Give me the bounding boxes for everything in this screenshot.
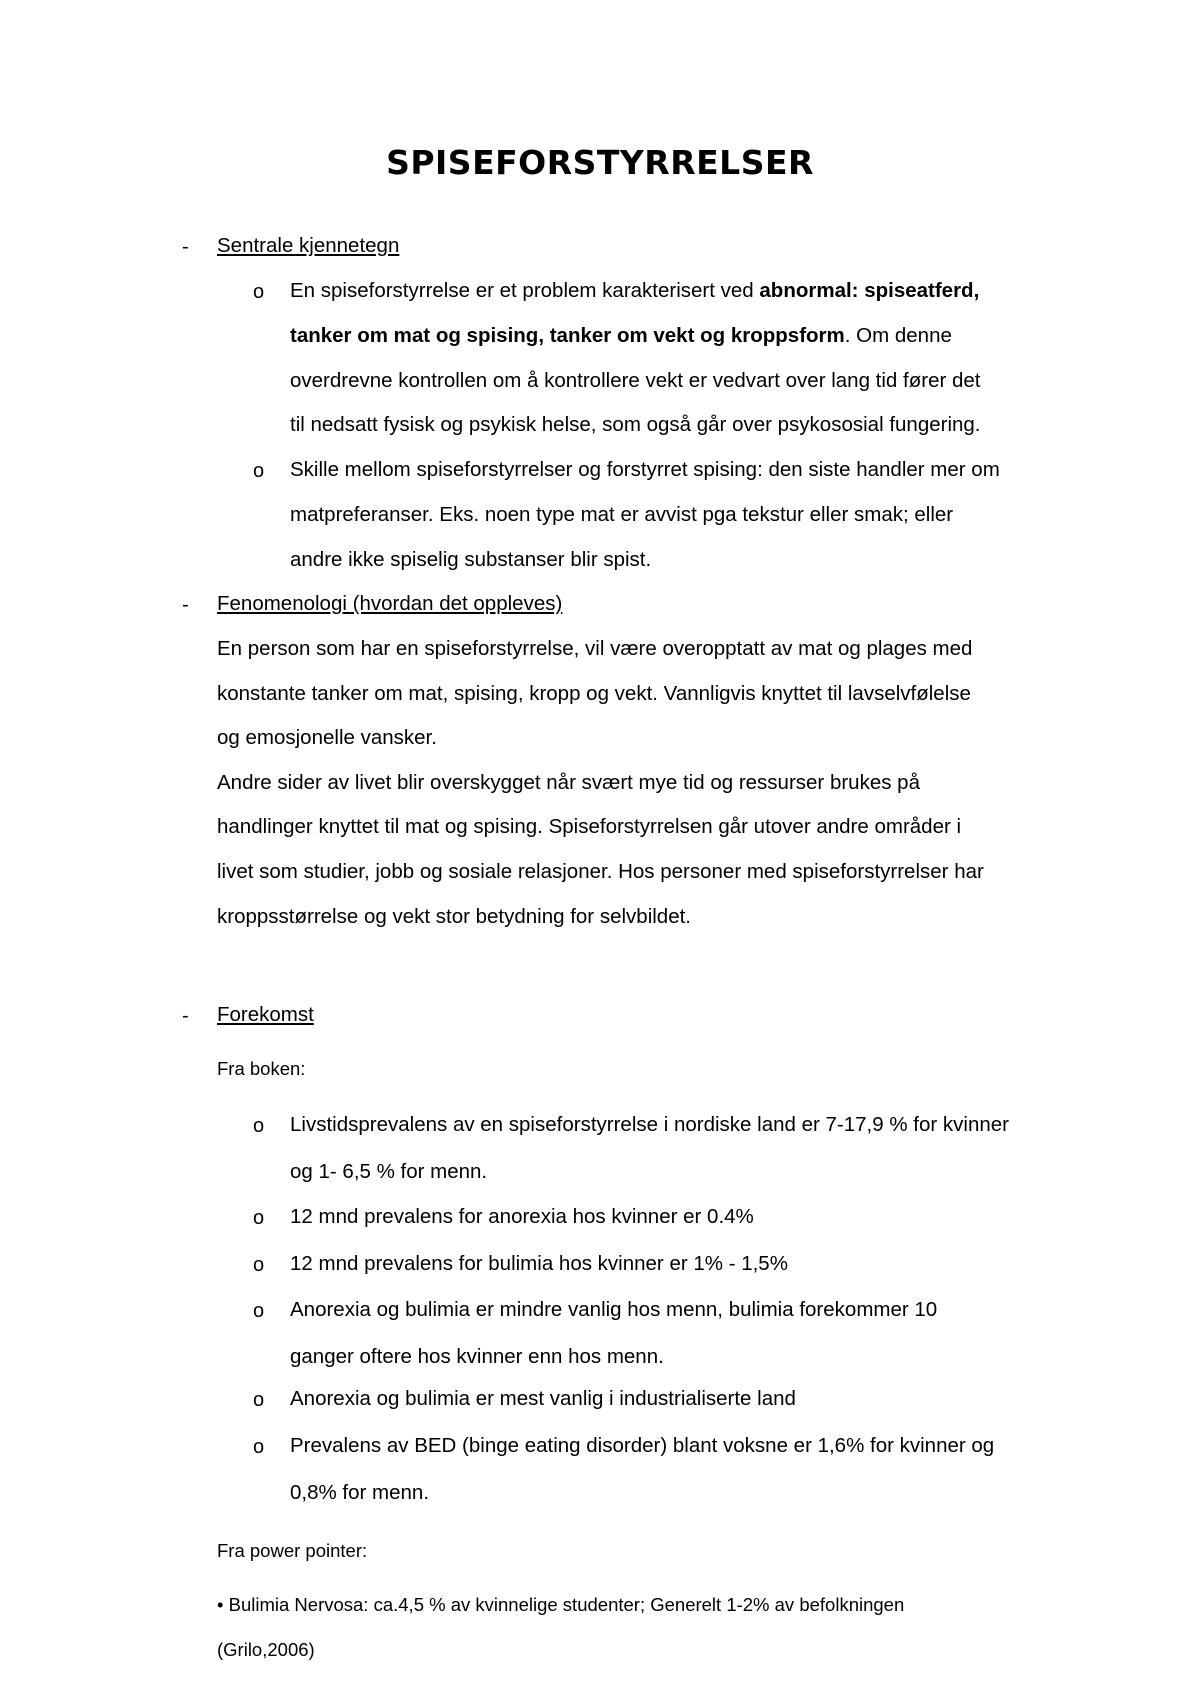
paragraph-line: livet som studier, jobb og sosiale relasjoner. Hos personer med spiseforstyrrelser har [217, 860, 984, 883]
paragraph-line: matpreferanser. Eks. noen type mat er avvist pga tekstur eller smak; eller [290, 503, 954, 526]
paragraph-line: handlinger knyttet til mat og spising. Spiseforstyrrelsen går utover andre områder i [217, 815, 962, 838]
dot-bullet: • [217, 1594, 224, 1615]
paragraph-line: andre ikke spiselig substanser blir spist. [290, 548, 652, 571]
circle-bullet: o [253, 1436, 265, 1458]
dash-bullet: - [182, 236, 189, 258]
ppt-line: (Grilo,2006) [217, 1639, 315, 1660]
dash-bullet: - [182, 1005, 189, 1027]
source-label-power: Fra power pointer: [217, 1540, 368, 1561]
section-heading-fenomenologi: Fenomenologi (hvordan det oppleves) [217, 592, 563, 615]
list-item-line: 12 mnd prevalens for bulimia hos kvinner er 1% - 1,5% [290, 1252, 788, 1275]
circle-bullet: o [253, 1389, 265, 1411]
list-item-line: Anorexia og bulimia er mest vanlig i industrialiserte land [290, 1387, 796, 1410]
paragraph-line: til nedsatt fysisk og psykisk helse, som også går over psykososial fungering. [290, 413, 981, 436]
circle-bullet: o [253, 1207, 265, 1229]
paragraph-line: kroppsstørrelse og vekt stor betydning for selvbildet. [217, 905, 691, 928]
circle-bullet: o [253, 1254, 265, 1276]
ppt-line: • Bulimia Nervosa: ca.4,5 % av kvinnelige studenter; Generelt 1-2% av befolkningen [217, 1594, 905, 1615]
circle-bullet: o [253, 281, 265, 303]
paragraph-line: overdrevne kontrollen om å kontrollere vekt er vedvart over lang tid fører det [290, 369, 981, 392]
paragraph-line: Skille mellom spiseforstyrrelser og forstyrret spising: den siste handler mer om [290, 458, 1000, 481]
paragraph-line: konstante tanker om mat, spising, kropp og vekt. Vannligvis knyttet til lavselvfølelse [217, 682, 971, 705]
list-item-line: Anorexia og bulimia er mindre vanlig hos menn, bulimia forekommer 10 [290, 1298, 938, 1321]
list-item-line: og 1- 6,5 % for menn. [290, 1160, 488, 1183]
list-item-line: 12 mnd prevalens for anorexia hos kvinner er 0.4% [290, 1205, 754, 1228]
list-item-line: Prevalens av BED (binge eating disorder) blant voksne er 1,6% for kvinner og [290, 1434, 995, 1457]
paragraph-line: tanker om mat og spising, tanker om vekt og kroppsform. Om denne [290, 324, 952, 347]
circle-bullet: o [253, 1115, 265, 1137]
circle-bullet: o [253, 1300, 265, 1322]
circle-bullet: o [253, 460, 265, 482]
list-item-line: 0,8% for menn. [290, 1481, 430, 1504]
section-heading-sentrale: Sentrale kjennetegn [217, 234, 400, 257]
source-label-boken: Fra boken: [217, 1058, 306, 1079]
paragraph-line: og emosjonelle vansker. [217, 726, 437, 749]
paragraph-line: En spiseforstyrrelse er et problem karakterisert ved abnormal: spiseatferd, [290, 279, 980, 302]
page-title: SPISEFORSTYRRELSER [386, 143, 814, 182]
paragraph-line: Andre sider av livet blir overskygget når svært mye tid og ressurser brukes på [217, 771, 920, 794]
section-heading-forekomst: Forekomst [217, 1003, 314, 1026]
list-item-line: Livstidsprevalens av en spiseforstyrrelse i nordiske land er 7-17,9 % for kvinner [290, 1113, 1009, 1136]
dash-bullet: - [182, 594, 189, 616]
paragraph-line: En person som har en spiseforstyrrelse, vil være overopptatt av mat og plages med [217, 637, 973, 660]
list-item-line: ganger oftere hos kvinner enn hos menn. [290, 1345, 664, 1368]
